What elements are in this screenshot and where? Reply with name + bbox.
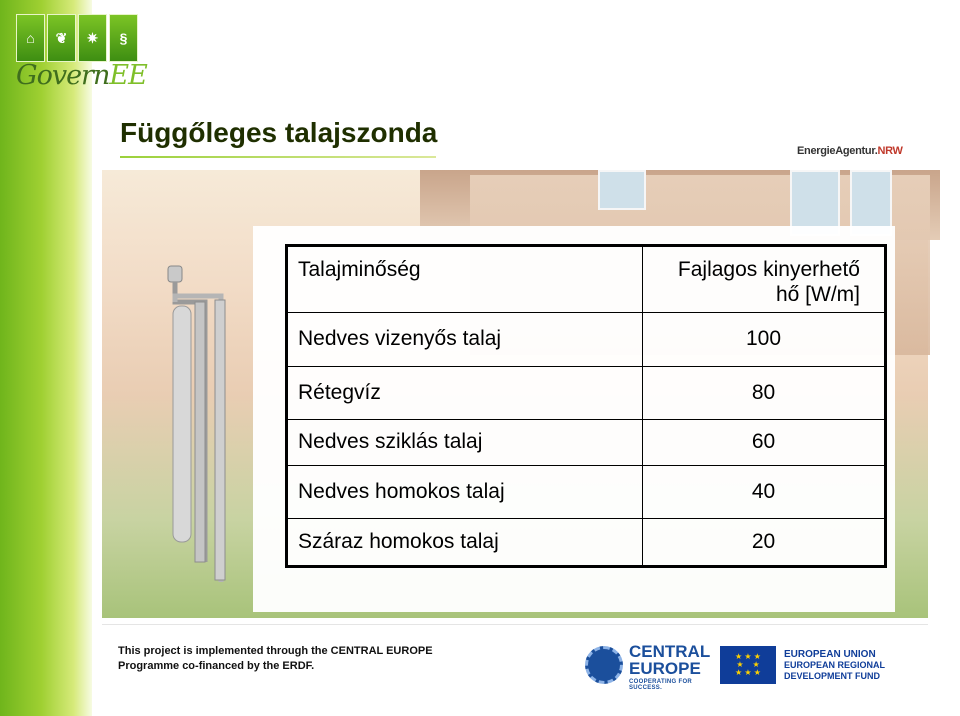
- footer-text: [118, 644, 433, 674]
- eu-flag-icon: ★ ★ ★ ★ ★ ★ ★ ★: [720, 646, 776, 684]
- table-row: [287, 518, 886, 567]
- table-row: [287, 419, 886, 465]
- value-cell: 100: [643, 312, 886, 367]
- eu-line-1: EUROPEAN UNION: [784, 649, 876, 660]
- energieagentur-logo: [797, 145, 903, 157]
- soil-cell: Rétegvíz: [287, 367, 643, 419]
- sun-icon: ✷: [78, 14, 107, 62]
- table-row: [287, 312, 886, 367]
- leaf-icon: ❦: [47, 14, 76, 62]
- ce-name-line1: CENTRAL: [629, 642, 711, 661]
- footer-divider: [102, 624, 928, 625]
- logo-name-part2: EE: [109, 60, 147, 91]
- left-green-bar: [0, 0, 92, 716]
- eu-fund-label: [784, 649, 885, 682]
- value-cell: 60: [643, 419, 886, 465]
- governee-logo-icons: [16, 14, 138, 62]
- house-icon: ⌂: [16, 14, 45, 62]
- header-specific-heat-line1: Fajlagos kinyerhető: [677, 258, 860, 281]
- logo-name-part1: Govern: [16, 60, 110, 91]
- central-europe-tagline: COOPERATING FOR SUCCESS.: [629, 679, 693, 691]
- paragraph-icon: §: [109, 14, 138, 62]
- header-soil-quality: [287, 246, 643, 313]
- footer-line-2: Programme co-financed by the ERDF.: [118, 660, 315, 672]
- table-row: [287, 466, 886, 518]
- title-underline: [120, 156, 436, 158]
- governee-logo: [16, 60, 147, 91]
- central-europe-emblem-icon: [585, 646, 623, 684]
- house-window: [598, 170, 646, 210]
- slide-title: Függőleges talajszonda: [120, 117, 438, 148]
- value-cell: 80: [643, 367, 886, 419]
- soil-cell: Száraz homokos talaj: [287, 518, 643, 567]
- header-soil-quality-label: Talajminőség: [298, 258, 421, 281]
- agency-name-part1: EnergieAgentur.: [797, 145, 878, 157]
- agency-name-part2: NRW: [877, 145, 903, 157]
- table-header-row: [287, 246, 886, 313]
- eu-line-3: DEVELOPMENT FUND: [784, 671, 881, 681]
- footer-line-1: This project is implemented through the CENTRAL EUROPE: [118, 645, 433, 657]
- ground-probe-illustration: [165, 262, 235, 582]
- ce-name-line2: EUROPE: [629, 659, 701, 678]
- table-row: [287, 367, 886, 419]
- soil-cell: Nedves sziklás talaj: [287, 419, 643, 465]
- heat-extraction-table: [285, 244, 887, 568]
- central-europe-name: [629, 643, 710, 677]
- header-specific-heat-line2: hő [W/m]: [775, 283, 860, 306]
- eu-line-2: EUROPEAN REGIONAL: [784, 660, 886, 670]
- value-cell: 20: [643, 518, 886, 567]
- central-europe-logo: [585, 642, 713, 691]
- soil-cell: Nedves vizenyős talaj: [287, 312, 643, 367]
- value-cell: 40: [643, 466, 886, 518]
- soil-cell: Nedves homokos talaj: [287, 466, 643, 518]
- header-specific-heat: [643, 246, 886, 313]
